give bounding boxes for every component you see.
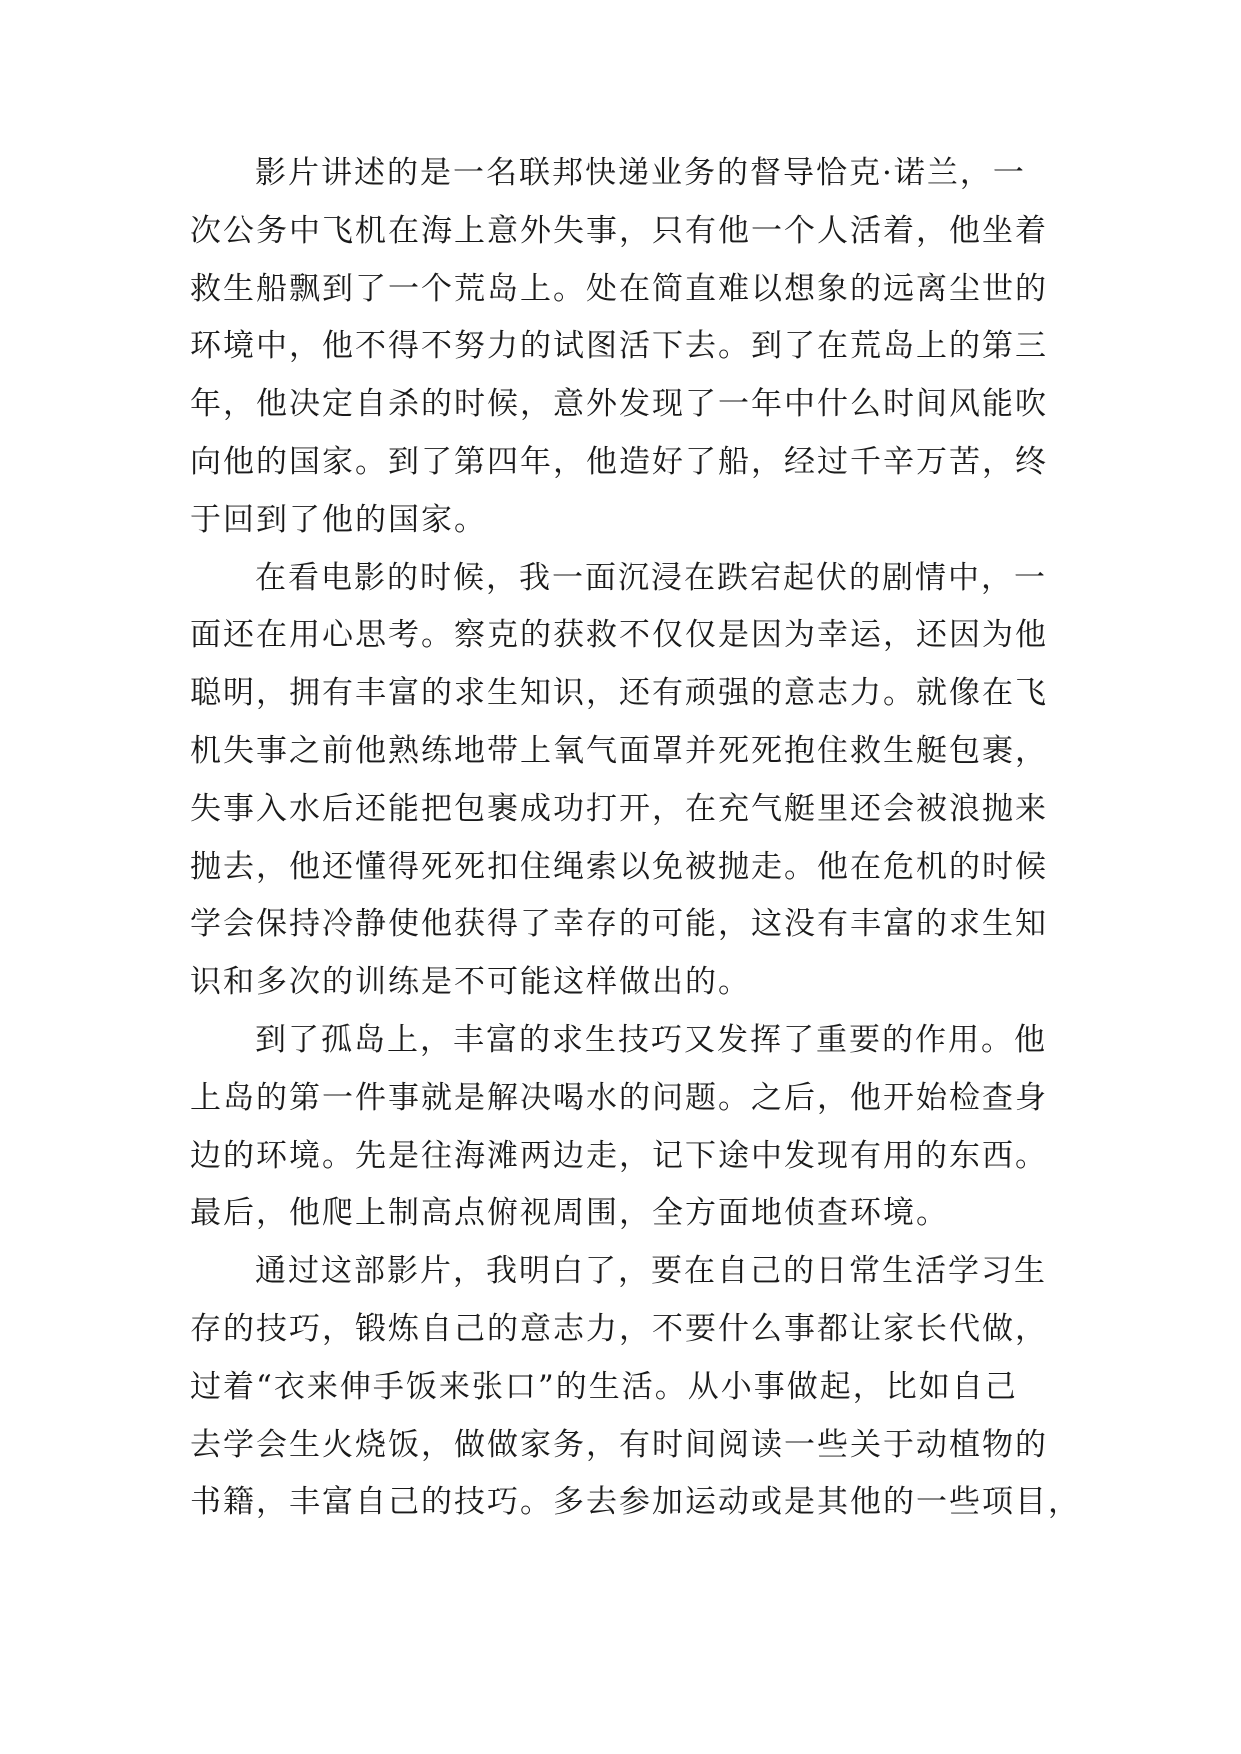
paragraph-2-line-7: 学会保持冷静使他获得了幸存的可能，这没有丰富的求生知 xyxy=(190,906,1048,943)
paragraph-1-line-1: 影片讲述的是一名联邦快递业务的督导恰克·诺兰，一 xyxy=(255,155,1026,191)
paragraph-4-line-1: 通过这部影片，我明白了，要在自己的日常生活学习生 xyxy=(255,1253,1047,1290)
paragraph-3-line-1: 到了孤岛上，丰富的求生技巧又发挥了重要的作用。他 xyxy=(255,1021,1047,1058)
paragraph-3-line-2: 上岛的第一件事就是解决喝水的问题。之后，他开始检查身 xyxy=(190,1079,1048,1116)
paragraph-4-line-5: 书籍，丰富自己的技巧。多去参加运动或是其他的一些项目， xyxy=(190,1484,1081,1521)
paragraph-2-line-3: 聪明，拥有丰富的求生知识，还有顽强的意志力。就像在飞 xyxy=(190,675,1048,712)
paragraph-1-line-3: 救生船飘到了一个荒岛上。处在简直难以想象的远离尘世的 xyxy=(190,270,1048,307)
paragraph-4-line-3: 过着“衣来伸手饭来张口”的生活。从小事做起，比如自己 xyxy=(190,1368,1018,1405)
paragraph-4-line-2: 存的技巧，锻炼自己的意志力，不要什么事都让家长代做， xyxy=(190,1310,1048,1347)
paragraph-2-line-8: 识和多次的训练是不可能这样做出的。 xyxy=(190,964,751,1001)
paragraph-1-line-7: 于回到了他的国家。 xyxy=(190,501,487,538)
paragraph-1-line-5: 年，他决定自杀的时候，意外发现了一年中什么时间风能吹 xyxy=(190,386,1048,423)
essay-body xyxy=(190,145,1081,1532)
paragraph-1-line-4: 环境中，他不得不努力的试图活下去。到了在荒岛上的第三 xyxy=(190,328,1048,365)
paragraph-2-line-1: 在看电影的时候，我一面沉浸在跌宕起伏的剧情中，一 xyxy=(255,559,1047,596)
paragraph-4-line-4: 去学会生火烧饭，做做家务，有时间阅读一些关于动植物的 xyxy=(190,1426,1048,1463)
paragraph-3-line-4: 最后，他爬上制高点俯视周围，全方面地侦查环境。 xyxy=(190,1195,949,1232)
paragraph-2-line-4: 机失事之前他熟练地带上氧气面罩并死死抱住救生艇包裹， xyxy=(190,732,1048,769)
paragraph-2-line-2: 面还在用心思考。察克的获救不仅仅是因为幸运，还因为他 xyxy=(190,617,1048,654)
paragraph-1-line-6: 向他的国家。到了第四年，他造好了船，经过千辛万苦，终 xyxy=(190,443,1048,480)
paragraph-3-line-3: 边的环境。先是往海滩两边走，记下途中发现有用的东西。 xyxy=(190,1137,1048,1174)
paragraph-2-line-5: 失事入水后还能把包裹成功打开，在充气艇里还会被浪抛来 xyxy=(190,790,1048,827)
paragraph-1-line-2: 次公务中飞机在海上意外失事，只有他一个人活着，他坐着 xyxy=(190,212,1048,249)
paragraph-2-line-6: 抛去，他还懂得死死扣住绳索以免被抛走。他在危机的时候 xyxy=(190,848,1048,885)
